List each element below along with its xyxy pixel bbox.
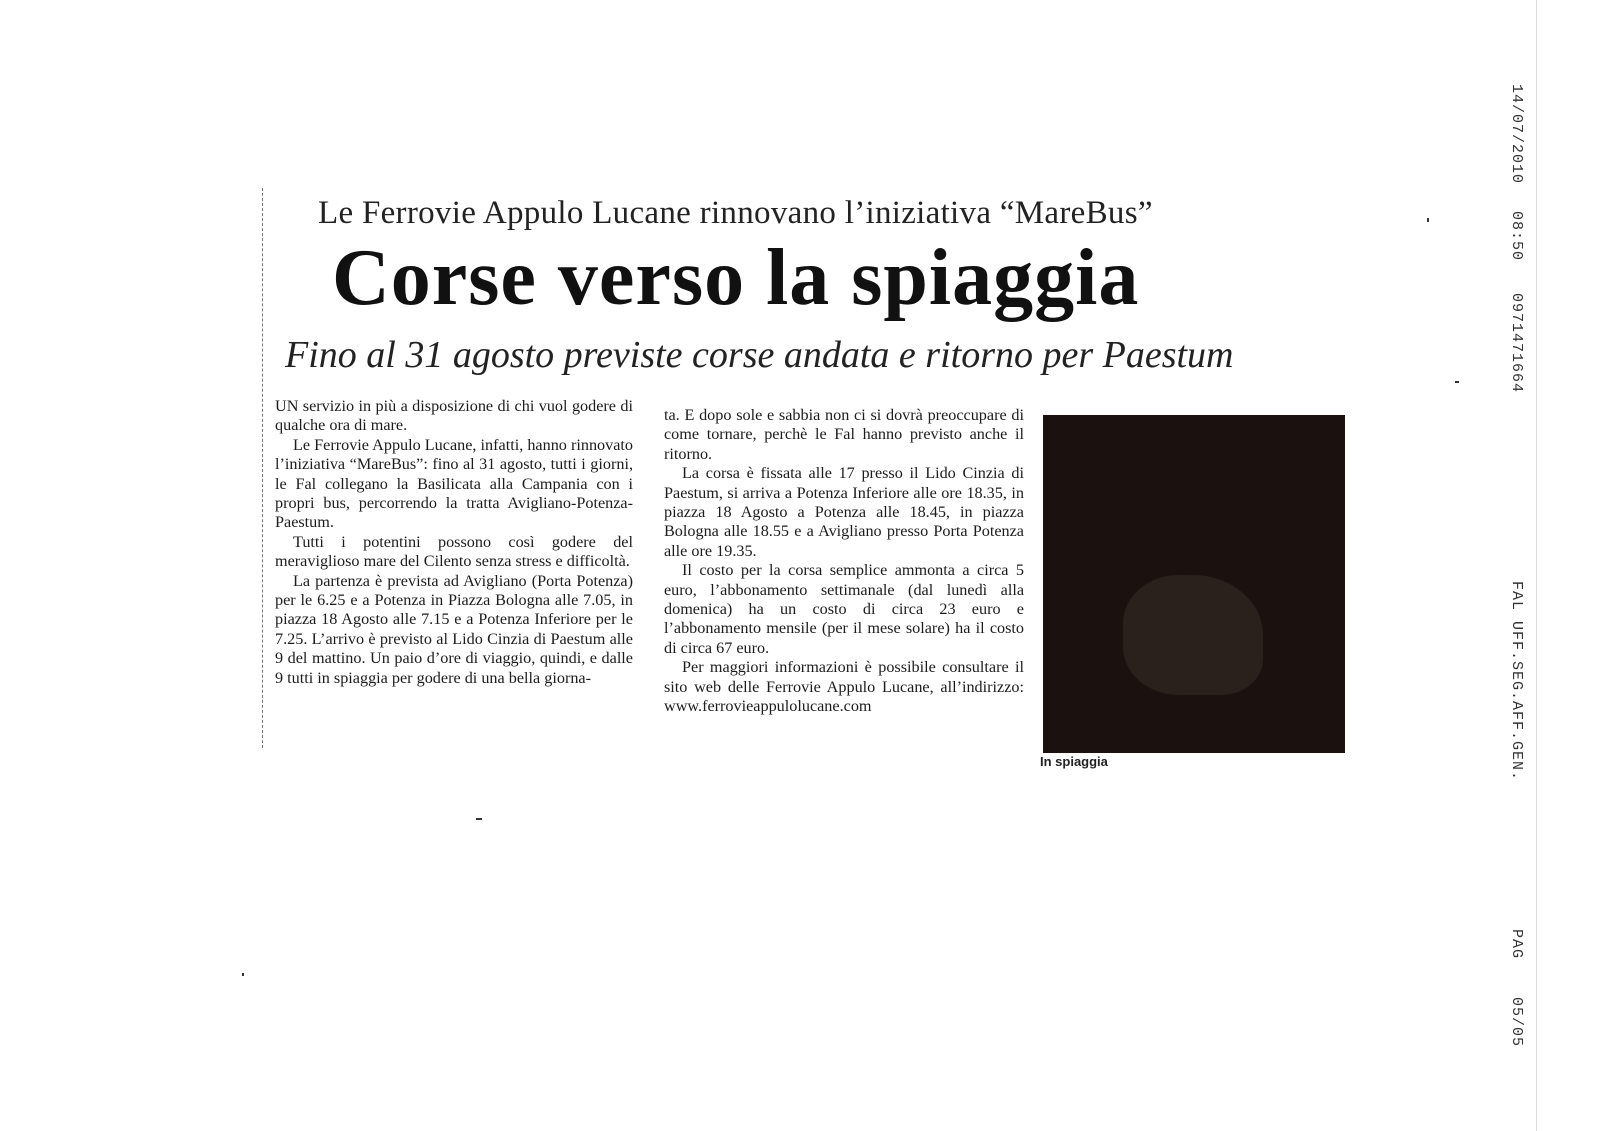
fax-number: 0971471664 bbox=[1508, 293, 1525, 394]
paragraph: UN servizio in più a disposizione di chi vuol godere di qualche ora di mare. bbox=[275, 397, 633, 435]
article-headline: Corse verso la spiaggia bbox=[332, 234, 1140, 322]
article-column-1 bbox=[275, 397, 633, 688]
scan-speck bbox=[242, 973, 244, 976]
scan-speck bbox=[476, 818, 482, 820]
beach-photo bbox=[1043, 415, 1345, 753]
article-kicker: Le Ferrovie Appulo Lucane rinnovano l’iniziativa “MareBus” bbox=[318, 195, 1153, 231]
article-subheadline: Fino al 31 agosto previste corse andata e ritorno per Paestum bbox=[285, 334, 1234, 376]
paragraph: Tutti i potentini possono così godere del meraviglioso mare del Cilento senza stress e difficoltà. bbox=[275, 532, 633, 571]
clipping-edge bbox=[262, 188, 264, 748]
fax-date: 14/07/2010 bbox=[1508, 84, 1525, 185]
paragraph: Il costo per la corsa semplice ammonta a circa 5 euro, l’abbonamento settimanale (dal lunedì alla domenica) ha un costo di circa 23 euro e l’abbonamento mensile (per il mese solare) ha il costo di circa 67 euro. bbox=[664, 561, 1024, 657]
article-column-2 bbox=[664, 406, 1024, 717]
fax-sender: FAL UFF.SEG.AFF.GEN. bbox=[1508, 581, 1525, 782]
paragraph: Le Ferrovie Appulo Lucane, infatti, hanno rinnovato l’iniziativa “MareBus”: fino al 31 agosto, tutti i giorni, le Fal collegano la Basilicata alla Campania con i propri bus, percorrendo la tratta Avigliano-Potenza-Paestum. bbox=[275, 435, 633, 532]
scan-speck bbox=[1427, 218, 1429, 222]
fax-time: 08:50 bbox=[1508, 211, 1525, 262]
paragraph: ta. E dopo sole e sabbia non ci si dovrà preoccupare di come tornare, perchè le Fal hanno previsto anche il ritorno. bbox=[664, 406, 1024, 463]
paragraph: La corsa è fissata alle 17 presso il Lido Cinzia di Paestum, si arriva a Potenza Inferiore alle ore 18.35, in piazza 18 Agosto a Potenza alle 18.45, in piazza Bologna alle 18.55 e a Avigliano presso Porta Potenza alle ore 19.35. bbox=[664, 464, 1024, 560]
photo-caption: In spiaggia bbox=[1040, 754, 1108, 769]
paragraph: La partenza è prevista ad Avigliano (Porta Potenza) per le 6.25 e a Potenza in Piazza Bologna alle 7.05, in piazza 18 Agosto alle 7.15 e a Potenza Inferiore per le 7.25. L’arrivo è previsto al Lido Cinzia di Paestum alle 9 del mattino. Un paio d’ore di viaggio, quindi, e dalle 9 tutti in spiaggia per godere di una bella giorna- bbox=[275, 571, 633, 687]
scan-speck bbox=[1455, 381, 1459, 383]
paragraph: Per maggiori informazioni è possibile consultare il sito web delle Ferrovie Appulo Lucane, all’indirizzo: www.ferrovieappulolucane.com bbox=[664, 658, 1024, 716]
fax-page-label: PAG bbox=[1508, 929, 1525, 960]
scan-edge-line bbox=[1536, 0, 1537, 1131]
fax-page-number: 05/05 bbox=[1508, 997, 1525, 1048]
